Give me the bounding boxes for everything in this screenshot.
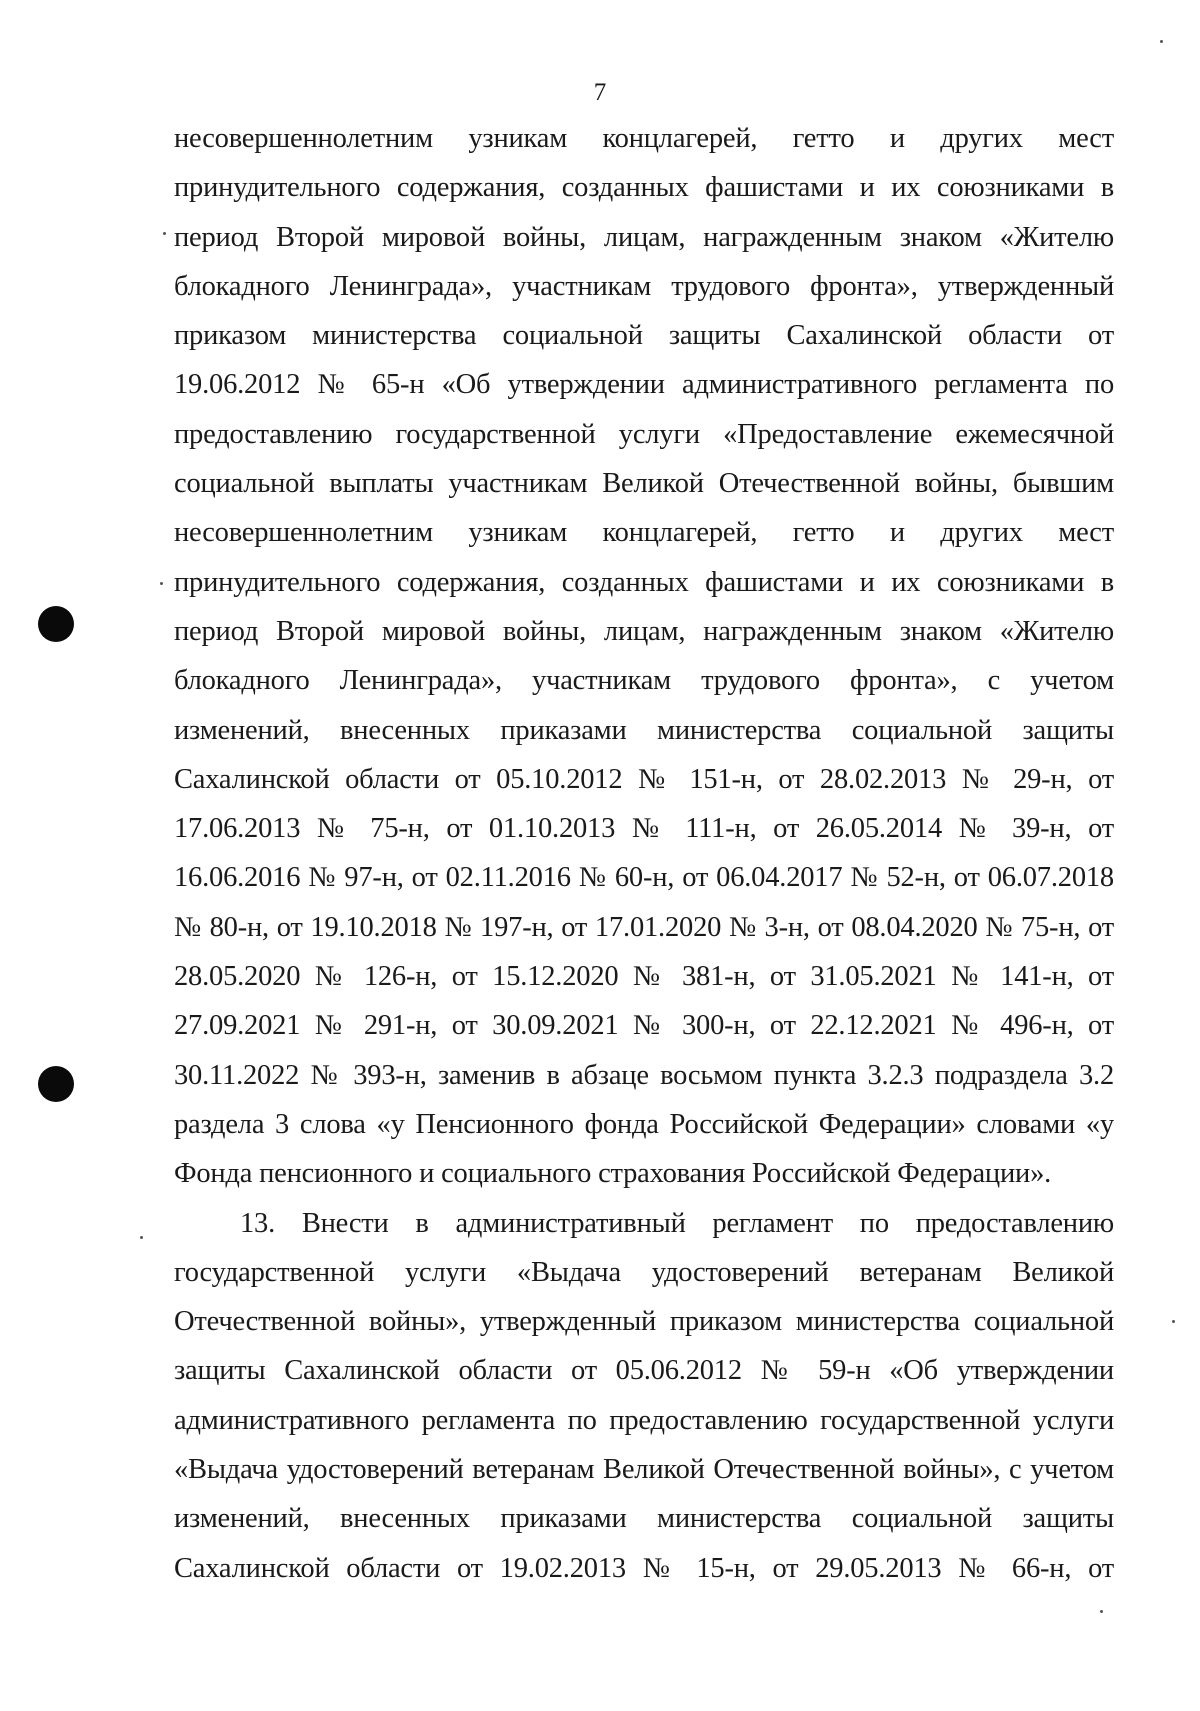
text-line: блокадного Ленинграда», участникам трудового фронта», утвержденный (174, 270, 1114, 302)
text-line: 28.05.2020 № 126-н, от 15.12.2020 № 381-н, от 31.05.2021 № 141-н, от (174, 961, 1114, 993)
text-line: Отечественной войны», утвержденный приказом министерства социальной (174, 1306, 1114, 1338)
hole-punch-mark (38, 1066, 74, 1102)
text-line: государственной услуги «Выдача удостоверений ветеранам Великой (174, 1256, 1114, 1288)
scan-speck (160, 582, 163, 585)
text-line: изменений, внесенных приказами министерства социальной защиты (174, 1503, 1114, 1535)
text-line: «Выдача удостоверений ветеранам Великой Отечественной войны», с учетом (174, 1454, 1114, 1486)
text-line: принудительного содержания, созданных фашистами и их союзниками в (174, 566, 1114, 598)
document-text (174, 114, 1114, 1593)
text-line: 17.06.2013 № 75-н, от 01.10.2013 № 111-н, от 26.05.2014 № 39-н, от (174, 813, 1114, 845)
paragraph-first-line: 13. Внести в административный регламент по предоставлению (240, 1207, 1114, 1239)
text-line: изменений, внесенных приказами министерства социальной защиты (174, 714, 1114, 746)
text-line: приказом министерства социальной защиты Сахалинской области от (174, 320, 1114, 352)
scan-speck (1172, 1320, 1175, 1323)
text-line: период Второй мировой войны, лицам, награжденным знаком «Жителю (174, 221, 1114, 253)
text-line: принудительного содержания, созданных фашистами и их союзниками в (174, 172, 1114, 204)
text-line: 16.06.2016 № 97-н, от 02.11.2016 № 60-н, от 06.04.2017 № 52-н, от 06.07.2018 (174, 862, 1114, 894)
text-line: предоставлению государственной услуги «Предоставление ежемесячной (174, 418, 1114, 450)
text-line: период Второй мировой войны, лицам, награжденным знаком «Жителю (174, 615, 1114, 647)
text-line: социальной выплаты участникам Великой Отечественной войны, бывшим (174, 468, 1114, 500)
text-line: защиты Сахалинской области от 05.06.2012 № 59-н «Об утверждении (174, 1355, 1114, 1387)
text-line: административного регламента по предоставлению государственной услуги (174, 1404, 1114, 1436)
text-line: 30.11.2022 № 393-н, заменив в абзаце восьмом пункта 3.2.3 подраздела 3.2 (174, 1059, 1114, 1091)
hole-punch-mark (38, 606, 74, 642)
text-line: несовершеннолетним узникам концлагерей, гетто и других мест (174, 123, 1114, 154)
scan-speck (1100, 1610, 1103, 1613)
page-number: 7 (593, 79, 607, 106)
text-line: Сахалинской области от 19.02.2013 № 15-н, от 29.05.2013 № 66-н, от (174, 1552, 1114, 1584)
scan-speck (140, 1236, 143, 1239)
scan-speck (163, 232, 166, 235)
text-line: Сахалинской области от 05.10.2012 № 151-н, от 28.02.2013 № 29-н, от (174, 763, 1114, 795)
text-line: Фонда пенсионного и социального страхования Российской Федерации». (174, 1158, 1052, 1190)
text-line: 27.09.2021 № 291-н, от 30.09.2021 № 300-н, от 22.12.2021 № 496-н, от (174, 1010, 1114, 1042)
text-line: несовершеннолетним узникам концлагерей, гетто и других мест (174, 517, 1114, 549)
text-line: блокадного Ленинграда», участникам трудового фронта», с учетом (174, 665, 1114, 697)
text-line: раздела 3 слова «у Пенсионного фонда Российской Федерации» словами «у (174, 1108, 1114, 1140)
text-line: № 80-н, от 19.10.2018 № 197-н, от 17.01.2020 № 3-н, от 08.04.2020 № 75-н, от (174, 911, 1114, 943)
text-line: 19.06.2012 № 65-н «Об утверждении административного регламента по (174, 369, 1114, 401)
scan-speck (1160, 40, 1163, 43)
